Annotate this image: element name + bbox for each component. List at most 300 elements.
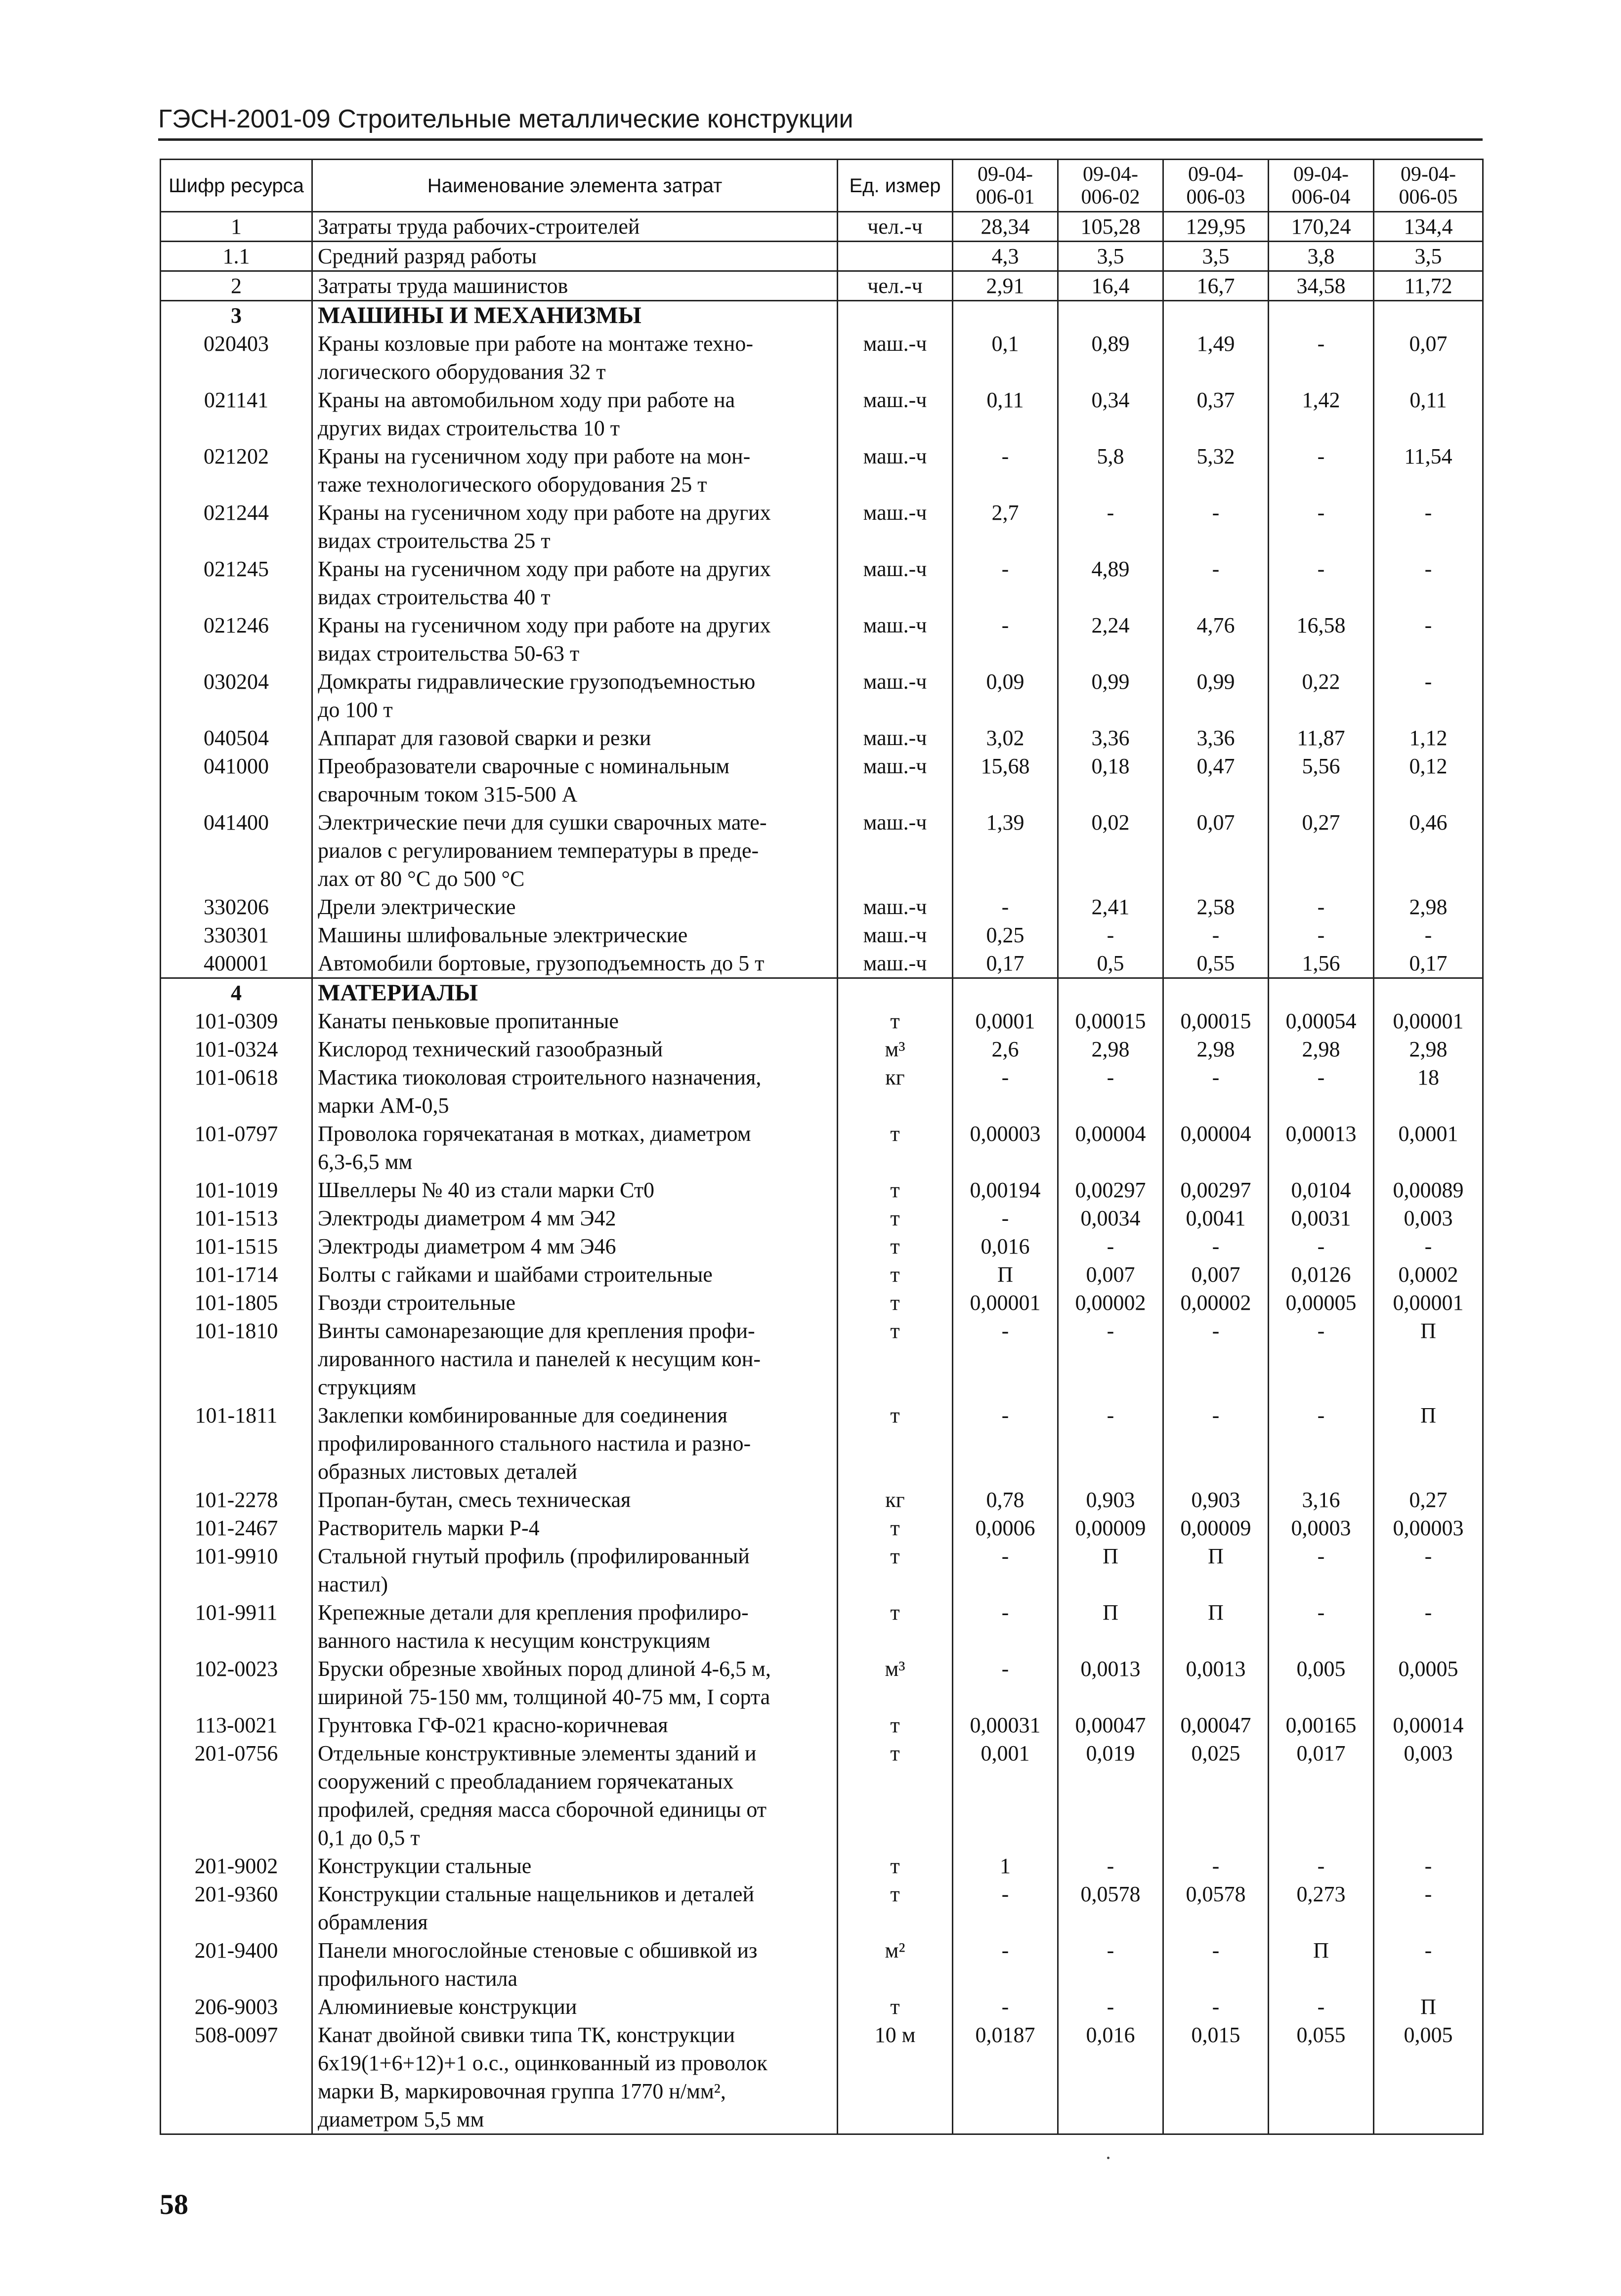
resource-name-cell: Крепежные детали для крепления профилиро- ванного настила к несущим конструкциям bbox=[312, 1598, 838, 1655]
value-cell: 1,12 bbox=[1374, 724, 1483, 752]
value-cell: - bbox=[1269, 921, 1374, 949]
value-cell: 1,42 bbox=[1269, 386, 1374, 442]
value-cell: - bbox=[953, 893, 1058, 921]
value-cell: 3,02 bbox=[953, 724, 1058, 752]
value-cell: - bbox=[953, 1993, 1058, 2021]
resource-code-cell: 201-9400 bbox=[161, 1936, 312, 1993]
value-cell: - bbox=[953, 1542, 1058, 1598]
resource-name-cell: Отдельные конструктивные элементы зданий и сооружений с преобладанием горячекатаных профилей, средняя масса сборочной единицы от 0,1 до 0,5 т bbox=[312, 1739, 838, 1852]
value-cell: 2,7 bbox=[953, 499, 1058, 555]
header-cell-col1: 09-04- 006-01 bbox=[953, 160, 1058, 212]
value-cell: 5,32 bbox=[1163, 442, 1269, 499]
table-row bbox=[161, 1204, 1483, 1232]
value-cell: 0,46 bbox=[1374, 808, 1483, 893]
value-cell: 0,00165 bbox=[1269, 1711, 1374, 1739]
value-cell: - bbox=[1374, 1936, 1483, 1993]
page-number: 58 bbox=[160, 2188, 188, 2220]
value-cell: - bbox=[1269, 893, 1374, 921]
value-cell: - bbox=[1374, 499, 1483, 555]
header-cell-col2: 09-04- 006-02 bbox=[1058, 160, 1163, 212]
resource-code-cell: 201-9002 bbox=[161, 1852, 312, 1880]
header-cell-unit: Ед. измер bbox=[838, 160, 953, 212]
resource-name-cell: Бруски обрезные хвойных пород длиной 4-6,5 м, шириной 75-150 мм, толщиной 40-75 мм, I сорта bbox=[312, 1655, 838, 1711]
resource-name-cell: Кислород технический газообразный bbox=[312, 1035, 838, 1063]
resource-code-cell: 201-9360 bbox=[161, 1880, 312, 1936]
value-cell: 5,56 bbox=[1269, 752, 1374, 808]
unit-cell: т bbox=[838, 1176, 953, 1204]
value-cell: 0,25 bbox=[953, 921, 1058, 949]
value-cell: 15,68 bbox=[953, 752, 1058, 808]
unit-cell: чел.-ч bbox=[838, 271, 953, 301]
scan-speck bbox=[1107, 2157, 1109, 2159]
resource-code-cell: 021245 bbox=[161, 555, 312, 611]
value-cell: - bbox=[1058, 1232, 1163, 1260]
unit-cell: кг bbox=[838, 1486, 953, 1514]
value-cell: 2,98 bbox=[1163, 1035, 1269, 1063]
value-cell: - bbox=[1269, 1598, 1374, 1655]
unit-cell: т bbox=[838, 1204, 953, 1232]
value-cell: 4,76 bbox=[1163, 611, 1269, 668]
resource-name-cell: Электрические печи для сушки сварочных мате- риалов с регулированием температуры в преде- лах от 80 °С до 500 °С bbox=[312, 808, 838, 893]
value-cell: 16,7 bbox=[1163, 271, 1269, 301]
value-cell: - bbox=[953, 1655, 1058, 1711]
unit-cell: т bbox=[838, 1598, 953, 1655]
resource-code-cell: 101-0324 bbox=[161, 1035, 312, 1063]
resource-code-cell: 101-1810 bbox=[161, 1317, 312, 1401]
value-cell: 0,0002 bbox=[1374, 1260, 1483, 1289]
resource-code-cell: 201-0756 bbox=[161, 1739, 312, 1852]
table-row bbox=[161, 752, 1483, 808]
value-cell: 0,00297 bbox=[1058, 1176, 1163, 1204]
resource-name-cell: Краны козловые при работе на монтаже техно- логического оборудования 32 т bbox=[312, 330, 838, 386]
value-cell: - bbox=[1374, 668, 1483, 724]
value-cell: - bbox=[1058, 1401, 1163, 1486]
value-cell: - bbox=[1058, 1852, 1163, 1880]
unit-cell: т bbox=[838, 1542, 953, 1598]
value-cell: 0,0578 bbox=[1163, 1880, 1269, 1936]
resource-name-cell: Конструкции стальные bbox=[312, 1852, 838, 1880]
value-cell: 0,0005 bbox=[1374, 1655, 1483, 1711]
value-cell: - bbox=[1374, 1542, 1483, 1598]
table-row bbox=[161, 1007, 1483, 1035]
value-cell: - bbox=[1269, 1401, 1374, 1486]
value-cell: П bbox=[1058, 1542, 1163, 1598]
value-cell: 1,49 bbox=[1163, 330, 1269, 386]
value-cell: П bbox=[1163, 1542, 1269, 1598]
value-cell: - bbox=[1269, 1317, 1374, 1401]
value-cell: - bbox=[1374, 1880, 1483, 1936]
value-cell: 4,3 bbox=[953, 242, 1058, 271]
unit-cell bbox=[838, 242, 953, 271]
value-cell: - bbox=[1269, 1993, 1374, 2021]
resource-code-cell: 101-0618 bbox=[161, 1063, 312, 1120]
value-cell: 0,00004 bbox=[1163, 1120, 1269, 1176]
value-cell: - bbox=[1163, 1063, 1269, 1120]
resource-code-cell: 040504 bbox=[161, 724, 312, 752]
resource-code-cell: 330206 bbox=[161, 893, 312, 921]
resource-name-cell: Затраты труда рабочих-строителей bbox=[312, 212, 838, 242]
table-row bbox=[161, 330, 1483, 386]
value-cell: - bbox=[953, 1936, 1058, 1993]
value-cell: 0,89 bbox=[1058, 330, 1163, 386]
table-row bbox=[161, 1401, 1483, 1486]
value-cell: 0,273 bbox=[1269, 1880, 1374, 1936]
value-cell: 2,41 bbox=[1058, 893, 1163, 921]
table-row bbox=[161, 212, 1483, 242]
resource-name-cell: Заклепки комбинированные для соединения профилированного стального настила и разно- образных листовых деталей bbox=[312, 1401, 838, 1486]
table-row bbox=[161, 1542, 1483, 1598]
value-cell: 0,09 bbox=[953, 668, 1058, 724]
resource-code-cell: 101-2467 bbox=[161, 1514, 312, 1542]
table-row bbox=[161, 1232, 1483, 1260]
resource-name-cell: Швеллеры № 40 из стали марки Ст0 bbox=[312, 1176, 838, 1204]
value-cell: 0,1 bbox=[953, 330, 1058, 386]
unit-cell: т bbox=[838, 1880, 953, 1936]
value-cell: - bbox=[953, 1401, 1058, 1486]
value-cell: - bbox=[1269, 1232, 1374, 1260]
table-row bbox=[161, 2021, 1483, 2134]
value-cell: - bbox=[1163, 1401, 1269, 1486]
resource-code-cell: 113-0021 bbox=[161, 1711, 312, 1739]
resource-code-cell: 101-1811 bbox=[161, 1401, 312, 1486]
table-header-row bbox=[161, 160, 1483, 212]
value-cell: - bbox=[953, 1317, 1058, 1401]
value-cell: - bbox=[953, 611, 1058, 668]
value-cell: 0,34 bbox=[1058, 386, 1163, 442]
value-cell bbox=[1163, 978, 1269, 1007]
value-cell: - bbox=[1163, 1852, 1269, 1880]
value-cell: 2,6 bbox=[953, 1035, 1058, 1063]
value-cell: 16,58 bbox=[1269, 611, 1374, 668]
value-cell bbox=[1374, 301, 1483, 330]
value-cell: 0,00047 bbox=[1163, 1711, 1269, 1739]
value-cell: 0,00005 bbox=[1269, 1289, 1374, 1317]
value-cell bbox=[1058, 978, 1163, 1007]
table-row bbox=[161, 1655, 1483, 1711]
unit-cell: маш.-ч bbox=[838, 949, 953, 978]
value-cell: 0,0001 bbox=[1374, 1120, 1483, 1176]
value-cell: 0,12 bbox=[1374, 752, 1483, 808]
table-row bbox=[161, 1936, 1483, 1993]
value-cell bbox=[1269, 301, 1374, 330]
value-cell: - bbox=[1269, 555, 1374, 611]
value-cell: - bbox=[1058, 1063, 1163, 1120]
resource-code-cell: 101-9910 bbox=[161, 1542, 312, 1598]
unit-cell: м³ bbox=[838, 1035, 953, 1063]
table-row bbox=[161, 242, 1483, 271]
resource-name-cell: Стальной гнутый профиль (профилированный настил) bbox=[312, 1542, 838, 1598]
value-cell: - bbox=[1374, 921, 1483, 949]
value-cell: 0,00089 bbox=[1374, 1176, 1483, 1204]
value-cell: 105,28 bbox=[1058, 212, 1163, 242]
resource-code-cell: 508-0097 bbox=[161, 2021, 312, 2134]
resource-code-cell: 1 bbox=[161, 212, 312, 242]
value-cell: 0,0034 bbox=[1058, 1204, 1163, 1232]
value-cell: 11,87 bbox=[1269, 724, 1374, 752]
resource-name-cell: Краны на гусеничном ходу при работе на других видах строительства 50-63 т bbox=[312, 611, 838, 668]
unit-cell: т bbox=[838, 1993, 953, 2021]
table-row bbox=[161, 1993, 1483, 2021]
value-cell: 3,36 bbox=[1058, 724, 1163, 752]
value-cell: 170,24 bbox=[1269, 212, 1374, 242]
value-cell: 0,00001 bbox=[953, 1289, 1058, 1317]
value-cell: 134,4 bbox=[1374, 212, 1483, 242]
resource-code-cell: 041000 bbox=[161, 752, 312, 808]
value-cell: 0,18 bbox=[1058, 752, 1163, 808]
resource-code-cell: 021202 bbox=[161, 442, 312, 499]
unit-cell: т bbox=[838, 1852, 953, 1880]
resource-code-cell: 021141 bbox=[161, 386, 312, 442]
value-cell: 0,007 bbox=[1163, 1260, 1269, 1289]
unit-cell bbox=[838, 301, 953, 330]
value-cell: 2,98 bbox=[1269, 1035, 1374, 1063]
resource-name-cell: Краны на гусеничном ходу при работе на других видах строительства 25 т bbox=[312, 499, 838, 555]
value-cell: - bbox=[1058, 1993, 1163, 2021]
value-cell: - bbox=[953, 1204, 1058, 1232]
unit-cell bbox=[838, 978, 953, 1007]
table-row bbox=[161, 1063, 1483, 1120]
value-cell: 28,34 bbox=[953, 212, 1058, 242]
value-cell: - bbox=[953, 1880, 1058, 1936]
resource-code-cell: 030204 bbox=[161, 668, 312, 724]
section-row bbox=[161, 301, 1483, 330]
value-cell: 0,00002 bbox=[1163, 1289, 1269, 1317]
value-cell: 3,36 bbox=[1163, 724, 1269, 752]
value-cell: 0,0187 bbox=[953, 2021, 1058, 2134]
value-cell: 0,903 bbox=[1163, 1486, 1269, 1514]
value-cell: П bbox=[953, 1260, 1058, 1289]
header-cell-code: Шифр ресурса bbox=[161, 160, 312, 212]
unit-cell: кг bbox=[838, 1063, 953, 1120]
value-cell: 0,00194 bbox=[953, 1176, 1058, 1204]
value-cell: 0,019 bbox=[1058, 1739, 1163, 1852]
resource-code-cell: 101-9911 bbox=[161, 1598, 312, 1655]
table-row bbox=[161, 1176, 1483, 1204]
resource-name-cell: МАШИНЫ И МЕХАНИЗМЫ bbox=[312, 301, 838, 330]
value-cell: 0,99 bbox=[1058, 668, 1163, 724]
resource-code-cell: 206-9003 bbox=[161, 1993, 312, 2021]
value-cell: 0,00297 bbox=[1163, 1176, 1269, 1204]
unit-cell: м² bbox=[838, 1936, 953, 1993]
unit-cell: маш.-ч bbox=[838, 808, 953, 893]
table-row bbox=[161, 271, 1483, 301]
value-cell: 0,00013 bbox=[1269, 1120, 1374, 1176]
value-cell: 0,00031 bbox=[953, 1711, 1058, 1739]
unit-cell: м³ bbox=[838, 1655, 953, 1711]
value-cell: 0,0013 bbox=[1058, 1655, 1163, 1711]
value-cell: 0,5 bbox=[1058, 949, 1163, 978]
header-cell-col5: 09-04- 006-05 bbox=[1374, 160, 1483, 212]
value-cell: - bbox=[1374, 1598, 1483, 1655]
value-cell: 0,0001 bbox=[953, 1007, 1058, 1035]
unit-cell: т bbox=[838, 1007, 953, 1035]
table-row bbox=[161, 808, 1483, 893]
value-cell: - bbox=[1058, 921, 1163, 949]
table-row bbox=[161, 724, 1483, 752]
value-cell: 3,16 bbox=[1269, 1486, 1374, 1514]
value-cell: 0,0041 bbox=[1163, 1204, 1269, 1232]
unit-cell: маш.-ч bbox=[838, 668, 953, 724]
value-cell: 0,0104 bbox=[1269, 1176, 1374, 1204]
value-cell: 34,58 bbox=[1269, 271, 1374, 301]
value-cell: 1,56 bbox=[1269, 949, 1374, 978]
unit-cell: т bbox=[838, 1317, 953, 1401]
value-cell: 0,0013 bbox=[1163, 1655, 1269, 1711]
cost-table bbox=[160, 159, 1484, 2135]
resource-name-cell: Болты с гайками и шайбами строительные bbox=[312, 1260, 838, 1289]
value-cell: 0,07 bbox=[1374, 330, 1483, 386]
value-cell: 2,98 bbox=[1374, 893, 1483, 921]
table-row bbox=[161, 499, 1483, 555]
unit-cell: маш.-ч bbox=[838, 555, 953, 611]
value-cell: 0,0031 bbox=[1269, 1204, 1374, 1232]
unit-cell: т bbox=[838, 1711, 953, 1739]
value-cell bbox=[1269, 978, 1374, 1007]
value-cell: 0,00004 bbox=[1058, 1120, 1163, 1176]
value-cell: 0,99 bbox=[1163, 668, 1269, 724]
value-cell: 18 bbox=[1374, 1063, 1483, 1120]
table-row bbox=[161, 555, 1483, 611]
value-cell: П bbox=[1269, 1936, 1374, 1993]
page-title: ГЭСН-2001-09 Строительные металлические конструкции bbox=[158, 105, 853, 133]
value-cell: 0,001 bbox=[953, 1739, 1058, 1852]
value-cell: 0,00014 bbox=[1374, 1711, 1483, 1739]
table-row bbox=[161, 1035, 1483, 1063]
resource-name-cell: Пропан-бутан, смесь техническая bbox=[312, 1486, 838, 1514]
value-cell: - bbox=[1269, 1542, 1374, 1598]
value-cell: - bbox=[1269, 330, 1374, 386]
value-cell: 0,055 bbox=[1269, 2021, 1374, 2134]
resource-code-cell: 101-0797 bbox=[161, 1120, 312, 1176]
resource-name-cell: Машины шлифовальные электрические bbox=[312, 921, 838, 949]
section-row bbox=[161, 978, 1483, 1007]
value-cell: 0,00001 bbox=[1374, 1007, 1483, 1035]
resource-name-cell: Канаты пеньковые пропитанные bbox=[312, 1007, 838, 1035]
value-cell: 2,98 bbox=[1374, 1035, 1483, 1063]
unit-cell: маш.-ч bbox=[838, 752, 953, 808]
value-cell: 0,11 bbox=[953, 386, 1058, 442]
value-cell bbox=[953, 301, 1058, 330]
unit-cell: маш.-ч bbox=[838, 330, 953, 386]
resource-name-cell: Краны на гусеничном ходу при работе на мон- таже технологического оборудования 25 т bbox=[312, 442, 838, 499]
value-cell: П bbox=[1374, 1993, 1483, 2021]
table-row bbox=[161, 1120, 1483, 1176]
unit-cell: т bbox=[838, 1260, 953, 1289]
header-cell-col3: 09-04- 006-03 bbox=[1163, 160, 1269, 212]
table-row bbox=[161, 1317, 1483, 1401]
resource-code-cell: 101-2278 bbox=[161, 1486, 312, 1514]
value-cell: 0,00003 bbox=[1374, 1514, 1483, 1542]
resource-code-cell: 4 bbox=[161, 978, 312, 1007]
value-cell: 5,8 bbox=[1058, 442, 1163, 499]
resource-name-cell: Электроды диаметром 4 мм Э46 bbox=[312, 1232, 838, 1260]
table-row bbox=[161, 1739, 1483, 1852]
unit-cell: маш.-ч bbox=[838, 442, 953, 499]
table-body bbox=[161, 212, 1483, 2134]
value-cell: 0,55 bbox=[1163, 949, 1269, 978]
value-cell: 0,00009 bbox=[1163, 1514, 1269, 1542]
table-row bbox=[161, 1289, 1483, 1317]
unit-cell: т bbox=[838, 1289, 953, 1317]
value-cell: 0,47 bbox=[1163, 752, 1269, 808]
table-row bbox=[161, 442, 1483, 499]
value-cell: 3,5 bbox=[1058, 242, 1163, 271]
value-cell: - bbox=[1269, 1063, 1374, 1120]
value-cell: П bbox=[1163, 1598, 1269, 1655]
unit-cell: 10 м bbox=[838, 2021, 953, 2134]
resource-code-cell: 101-1019 bbox=[161, 1176, 312, 1204]
value-cell: - bbox=[1374, 1232, 1483, 1260]
value-cell: 16,4 bbox=[1058, 271, 1163, 301]
value-cell: 11,54 bbox=[1374, 442, 1483, 499]
resource-code-cell: 021246 bbox=[161, 611, 312, 668]
resource-code-cell: 101-1714 bbox=[161, 1260, 312, 1289]
resource-code-cell: 101-1515 bbox=[161, 1232, 312, 1260]
value-cell: - bbox=[953, 1598, 1058, 1655]
value-cell: - bbox=[1163, 1232, 1269, 1260]
value-cell: - bbox=[1058, 499, 1163, 555]
value-cell: 3,5 bbox=[1374, 242, 1483, 271]
value-cell bbox=[1374, 978, 1483, 1007]
value-cell: 0,017 bbox=[1269, 1739, 1374, 1852]
value-cell: 0,27 bbox=[1374, 1486, 1483, 1514]
value-cell: 2,91 bbox=[953, 271, 1058, 301]
resource-name-cell: Алюминиевые конструкции bbox=[312, 1993, 838, 2021]
resource-name-cell: Затраты труда машинистов bbox=[312, 271, 838, 301]
value-cell bbox=[1058, 301, 1163, 330]
value-cell: 0,37 bbox=[1163, 386, 1269, 442]
table-row bbox=[161, 611, 1483, 668]
value-cell: 0,78 bbox=[953, 1486, 1058, 1514]
resource-code-cell: 101-1805 bbox=[161, 1289, 312, 1317]
table-row bbox=[161, 949, 1483, 978]
unit-cell: чел.-ч bbox=[838, 212, 953, 242]
resource-name-cell: Домкраты гидравлические грузоподъемностью до 100 т bbox=[312, 668, 838, 724]
value-cell: 0,17 bbox=[1374, 949, 1483, 978]
table-row bbox=[161, 1711, 1483, 1739]
resource-name-cell: Преобразователи сварочные с номинальным сварочным током 315-500 А bbox=[312, 752, 838, 808]
table-row bbox=[161, 1880, 1483, 1936]
value-cell: - bbox=[1269, 442, 1374, 499]
value-cell: 0,00015 bbox=[1163, 1007, 1269, 1035]
value-cell: - bbox=[1374, 555, 1483, 611]
unit-cell: т bbox=[838, 1401, 953, 1486]
value-cell: 2,58 bbox=[1163, 893, 1269, 921]
resource-code-cell: 2 bbox=[161, 271, 312, 301]
value-cell: - bbox=[1163, 1936, 1269, 1993]
value-cell: 0,27 bbox=[1269, 808, 1374, 893]
value-cell: - bbox=[1269, 499, 1374, 555]
unit-cell: маш.-ч bbox=[838, 611, 953, 668]
value-cell: 0,016 bbox=[953, 1232, 1058, 1260]
value-cell: 0,005 bbox=[1374, 2021, 1483, 2134]
unit-cell: маш.-ч bbox=[838, 386, 953, 442]
table-row bbox=[161, 1486, 1483, 1514]
value-cell: - bbox=[1058, 1317, 1163, 1401]
value-cell: П bbox=[1374, 1401, 1483, 1486]
value-cell: 2,98 bbox=[1058, 1035, 1163, 1063]
resource-name-cell: Аппарат для газовой сварки и резки bbox=[312, 724, 838, 752]
resource-code-cell: 102-0023 bbox=[161, 1655, 312, 1711]
value-cell: - bbox=[953, 442, 1058, 499]
table-row bbox=[161, 893, 1483, 921]
value-cell: П bbox=[1058, 1598, 1163, 1655]
resource-name-cell: Краны на автомобильном ходу при работе на других видах строительства 10 т bbox=[312, 386, 838, 442]
value-cell: - bbox=[1163, 1993, 1269, 2021]
value-cell: 3,5 bbox=[1163, 242, 1269, 271]
header-cell-col4: 09-04- 006-04 bbox=[1269, 160, 1374, 212]
resource-name-cell: Дрели электрические bbox=[312, 893, 838, 921]
